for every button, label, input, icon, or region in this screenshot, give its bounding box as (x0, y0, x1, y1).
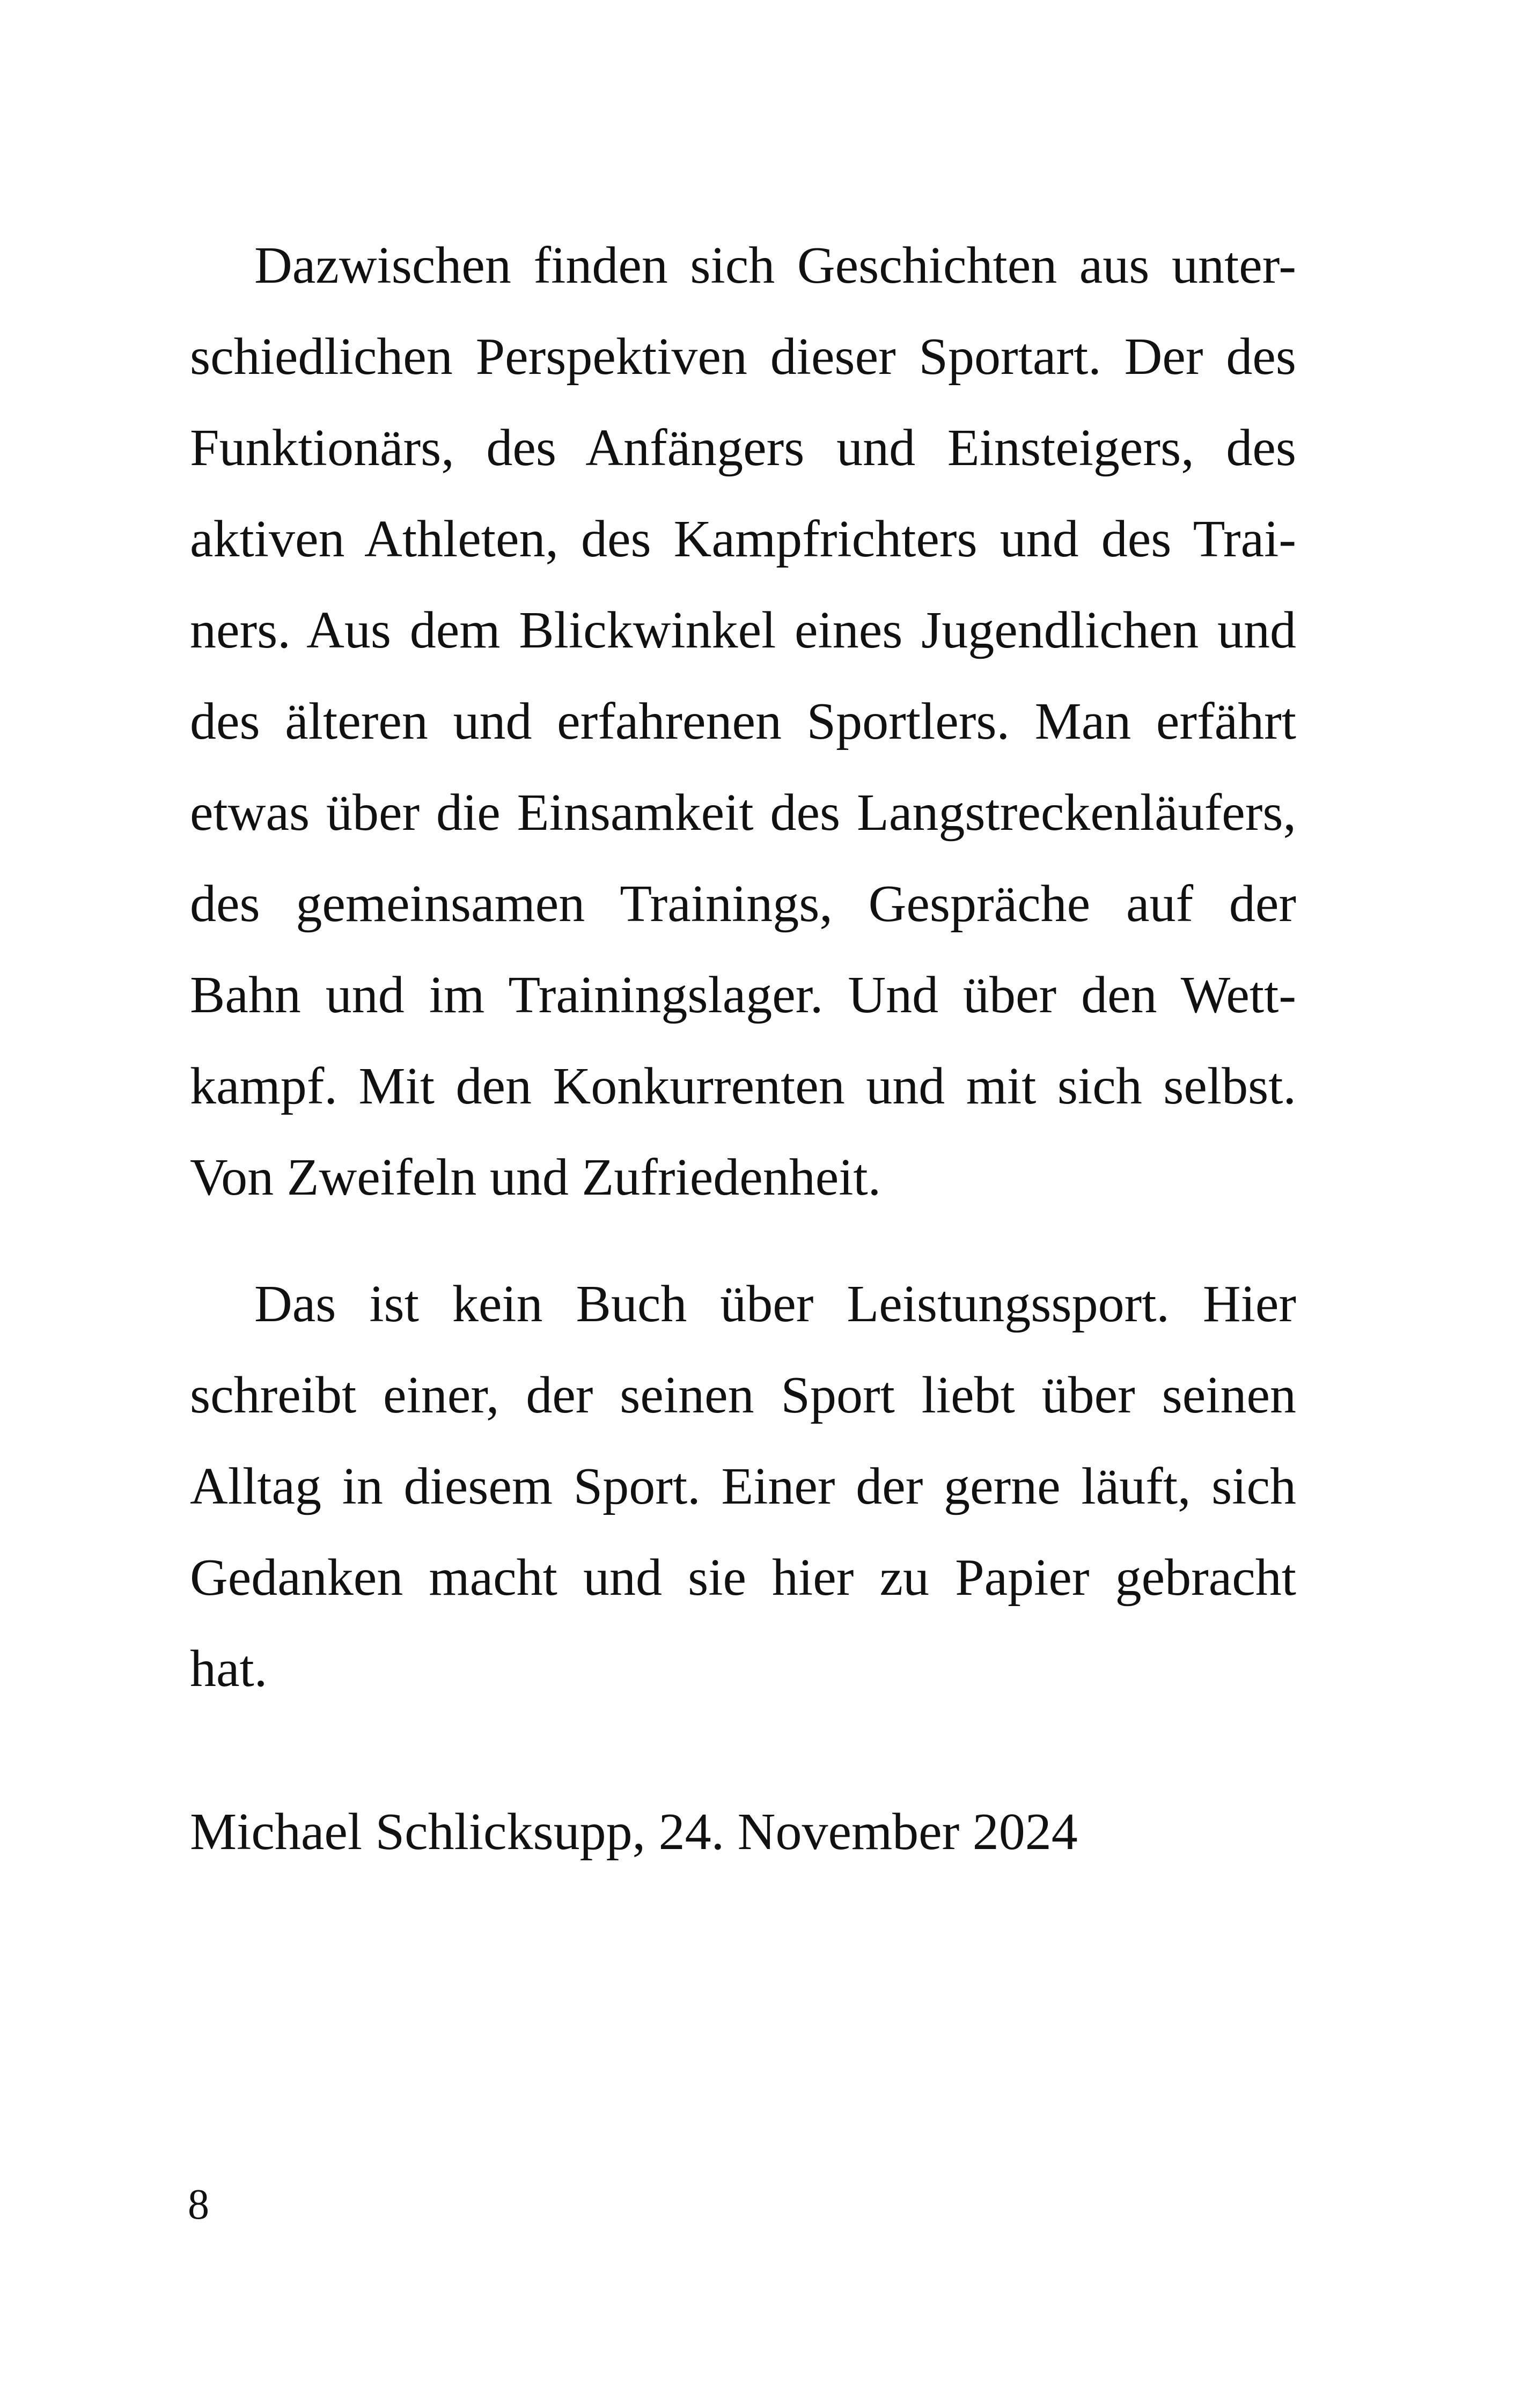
page-number: 8 (188, 2181, 209, 2228)
text-line: des gemeinsamen Trainings, Gespräche auf der (190, 875, 1296, 933)
author-signature: Michael Schlicksupp, 24. November 2024 (190, 1803, 1078, 1861)
text-line: Von Zweifeln und Zufriedenheit. (190, 1148, 881, 1206)
text-line: kampf. Mit den Konkurrenten und mit sich selbst. (190, 1057, 1296, 1115)
text-line: schreibt einer, der seinen Sport liebt über seinen (190, 1366, 1296, 1424)
text-line: Funktionärs, des Anfängers und Einsteigers, des (190, 419, 1296, 477)
text-line: hat. (190, 1640, 268, 1698)
text-line: aktiven Athleten, des Kampfrichters und des Trai- (190, 510, 1296, 568)
text-line: Alltag in diesem Sport. Einer der gerne läuft, sich (190, 1457, 1296, 1515)
paragraph-1 (190, 220, 1296, 1223)
text-line: Das ist kein Buch über Leistungssport. Hier (254, 1275, 1296, 1333)
text-line: Bahn und im Trainingslager. Und über den Wett- (190, 966, 1296, 1024)
text-line: Gedanken macht und sie hier zu Papier gebracht (190, 1549, 1296, 1607)
text-line: schiedlichen Perspektiven dieser Sportart. Der des (190, 328, 1296, 386)
paragraph-2 (190, 1258, 1296, 1714)
text-line: Dazwischen finden sich Geschichten aus unter- (254, 237, 1296, 294)
text-line: ners. Aus dem Blickwinkel eines Jugendlichen und (190, 601, 1296, 659)
text-line: etwas über die Einsamkeit des Langstreckenläufers, (190, 784, 1296, 842)
text-line: des älteren und erfahrenen Sportlers. Man erfährt (190, 693, 1296, 750)
